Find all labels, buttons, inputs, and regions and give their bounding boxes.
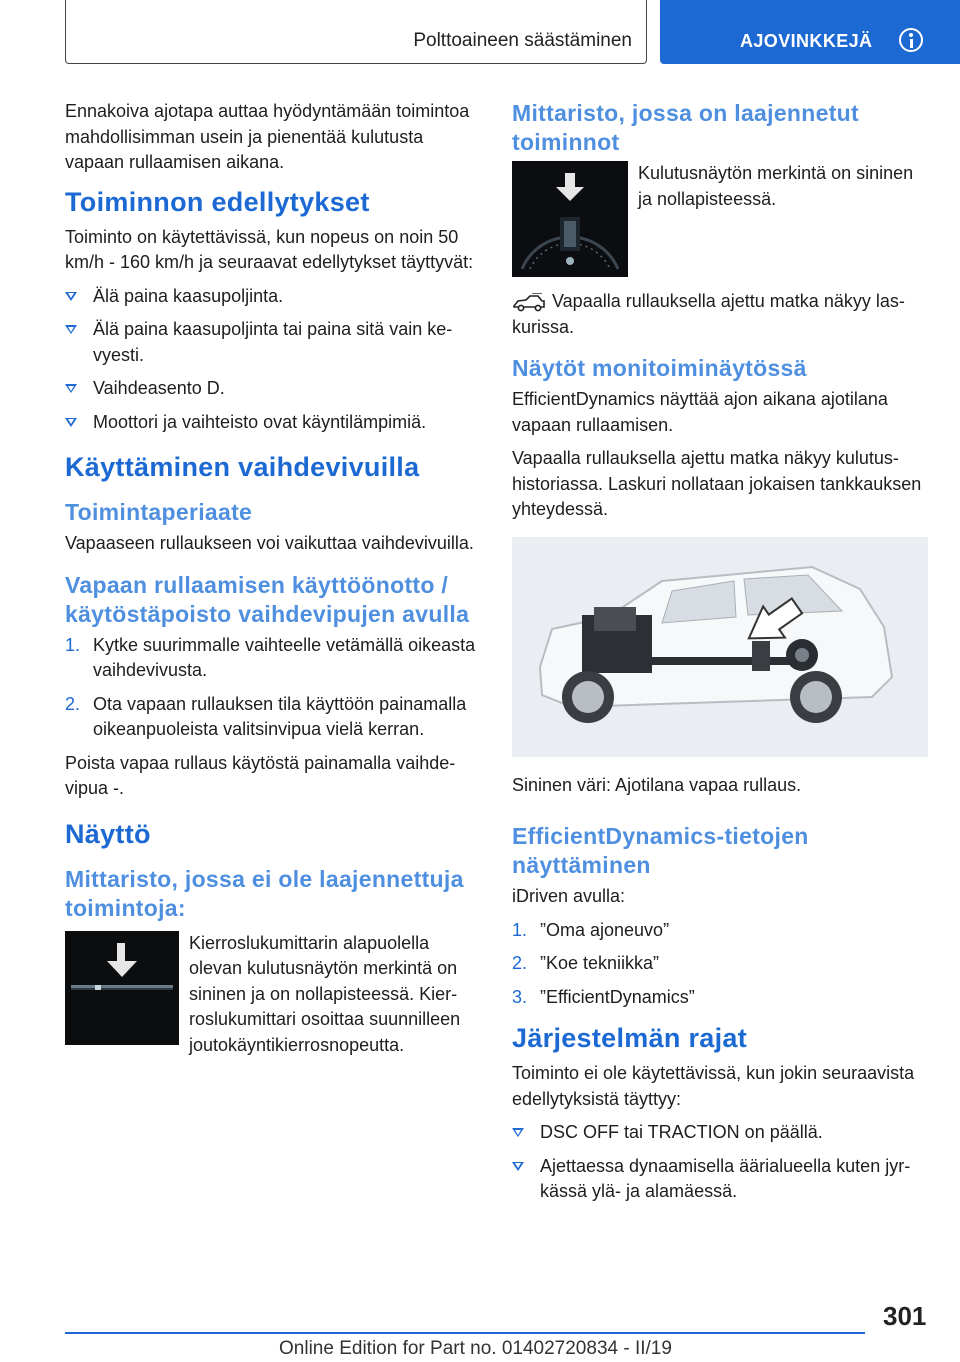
principle-paragraph: Vapaaseen rullaukseen voi vaikuttaa vaihdevivuilla. [65, 533, 474, 553]
heading-principle: Toimintaperiaate [65, 499, 253, 525]
activation-steps [65, 633, 479, 743]
car-caption: Sininen väri: Ajotilana vapaa rullaus. [512, 774, 802, 795]
heading-paddles: Käyttäminen vaihdevivuilla [65, 452, 420, 482]
coast-paragraph: Vapaalla rullauksella ajettu matka näkyy laskurissa. [512, 291, 905, 337]
heading-limits: Järjestelmän rajat [512, 1023, 748, 1053]
multi-paragraph-1: EfficientDynamics näyttää ajon aikana ajotilana vapaan rullaamisen. [512, 389, 888, 435]
page-number: 301 [883, 1301, 927, 1331]
footer-divider [65, 1332, 865, 1334]
ed-intro: iDriven avulla: [512, 886, 626, 906]
tab-ajovinkkeja[interactable] [660, 0, 960, 64]
conditions-paragraph: Toiminto on käytettävissä, kun nopeus on noin 50 km/h - 160 km/h ja seuraavat edellytykset täyttyvät: [65, 226, 474, 272]
list-item: 2. Ota vapaan rullauksen tila käyttöön painamalla oikeanpuoleista valitsinvipua vielä kerran. [65, 693, 467, 739]
ext-cluster-text: Kulutusnäytön merkintä on sininen ja nollapisteessä. [638, 163, 914, 209]
section-title: Polttoaineen säästäminen [413, 30, 632, 51]
ext-gauge-illustration [512, 161, 628, 277]
list-item: 2. ”Koe tekniikka” [512, 953, 660, 973]
heading-activation: Vapaan rullaamisen käyttöönotto / käytöstäpoisto vaihdevipujen avulla [65, 571, 470, 627]
coasting-car-icon [512, 293, 546, 313]
heading-ext-cluster: Mittaristo, jossa on laajennetut toiminnot [512, 100, 859, 155]
list-item: Älä paina kaasupoljinta tai paina sitä vain kevyesti. [65, 317, 479, 368]
list-item: Älä paina kaasupoljinta. [65, 284, 479, 310]
list-item: Vaihdeasento D. [65, 376, 479, 402]
tab-label: AJOVINKKEJÄ [740, 31, 873, 51]
triangle-bullet-icon [512, 1162, 524, 1171]
ext-cluster-image [512, 161, 628, 277]
list-item: Moottori ja vaihteisto ovat käyntilämpimiä. [65, 410, 479, 436]
list-item: Ajettaessa dynaamisella äärialueella kuten jyrkässä ylä- ja alamäessä. [512, 1154, 930, 1205]
heading-ed: EfficientDynamics-tietojen näyttäminen [512, 823, 809, 878]
heading-conditions: Toiminnon edellytykset [65, 186, 370, 217]
conditions-list [65, 284, 479, 436]
right-column [512, 99, 930, 1213]
triangle-bullet-icon [65, 325, 77, 334]
footer-edition[interactable]: Online Edition for Part no. 01402720834 - II/19 [279, 1338, 672, 1359]
left-column [65, 99, 479, 1066]
triangle-bullet-icon [65, 418, 77, 427]
list-item: 1. ”Oma ajoneuvo” [512, 919, 670, 940]
list-item: DSC OFF tai TRACTION on päällä. [512, 1120, 930, 1146]
cluster-gauge-image [65, 931, 179, 1045]
ed-steps [512, 918, 930, 1011]
limits-list [512, 1120, 930, 1205]
triangle-bullet-icon [65, 292, 77, 301]
header-section-box [65, 0, 647, 64]
basic-cluster-block [65, 931, 479, 1059]
triangle-bullet-icon [512, 1128, 524, 1137]
deactivate-paragraph: Poista vapaa rullaus käytöstä painamalla vaihdevipua -. [65, 752, 456, 798]
heading-basic-cluster: Mittaristo, jossa ei ole laajennettuja toimintoja: [65, 865, 464, 921]
car-illustration [512, 537, 928, 757]
info-icon[interactable] [899, 28, 923, 52]
intro-paragraph: Ennakoiva ajotapa auttaa hyödyntämään toimintoa mahdollisimman usein ja pienentää kulutusta vapaan rullaamisen aikana. [65, 101, 470, 172]
multi-paragraph-2: Vapaalla rullauksella ajettu matka näkyy kulutushistoriassa. Laskuri nollataan jokaisen tankkauksen yhteydessä. [512, 448, 922, 519]
triangle-bullet-icon [65, 384, 77, 393]
ext-cluster-block [512, 161, 930, 277]
basic-cluster-text: Kierroslukumittarin alapuolella olevan kulutusnäytön merkintä on sininen ja on nollapisteessä. Kierroslukumittari osoittaa suunnilleen joutokäyntikierrosnopeutta. [189, 932, 461, 1055]
list-item: 3. ”EfficientDynamics” [512, 986, 695, 1007]
heading-display: Näyttö [65, 818, 151, 849]
gauge-illustration [65, 931, 179, 1045]
heading-multi: Näytöt monitoiminäytössä [512, 355, 807, 381]
car-drivetrain-image [512, 537, 928, 757]
limits-paragraph: Toiminto ei ole käytettävissä, kun jokin seuraavista edellytyksistä täyttyy: [512, 1063, 915, 1109]
list-item: 1. Kytke suurimmalle vaihteelle vetämällä oikeasta vaihdevivusta. [65, 634, 476, 680]
